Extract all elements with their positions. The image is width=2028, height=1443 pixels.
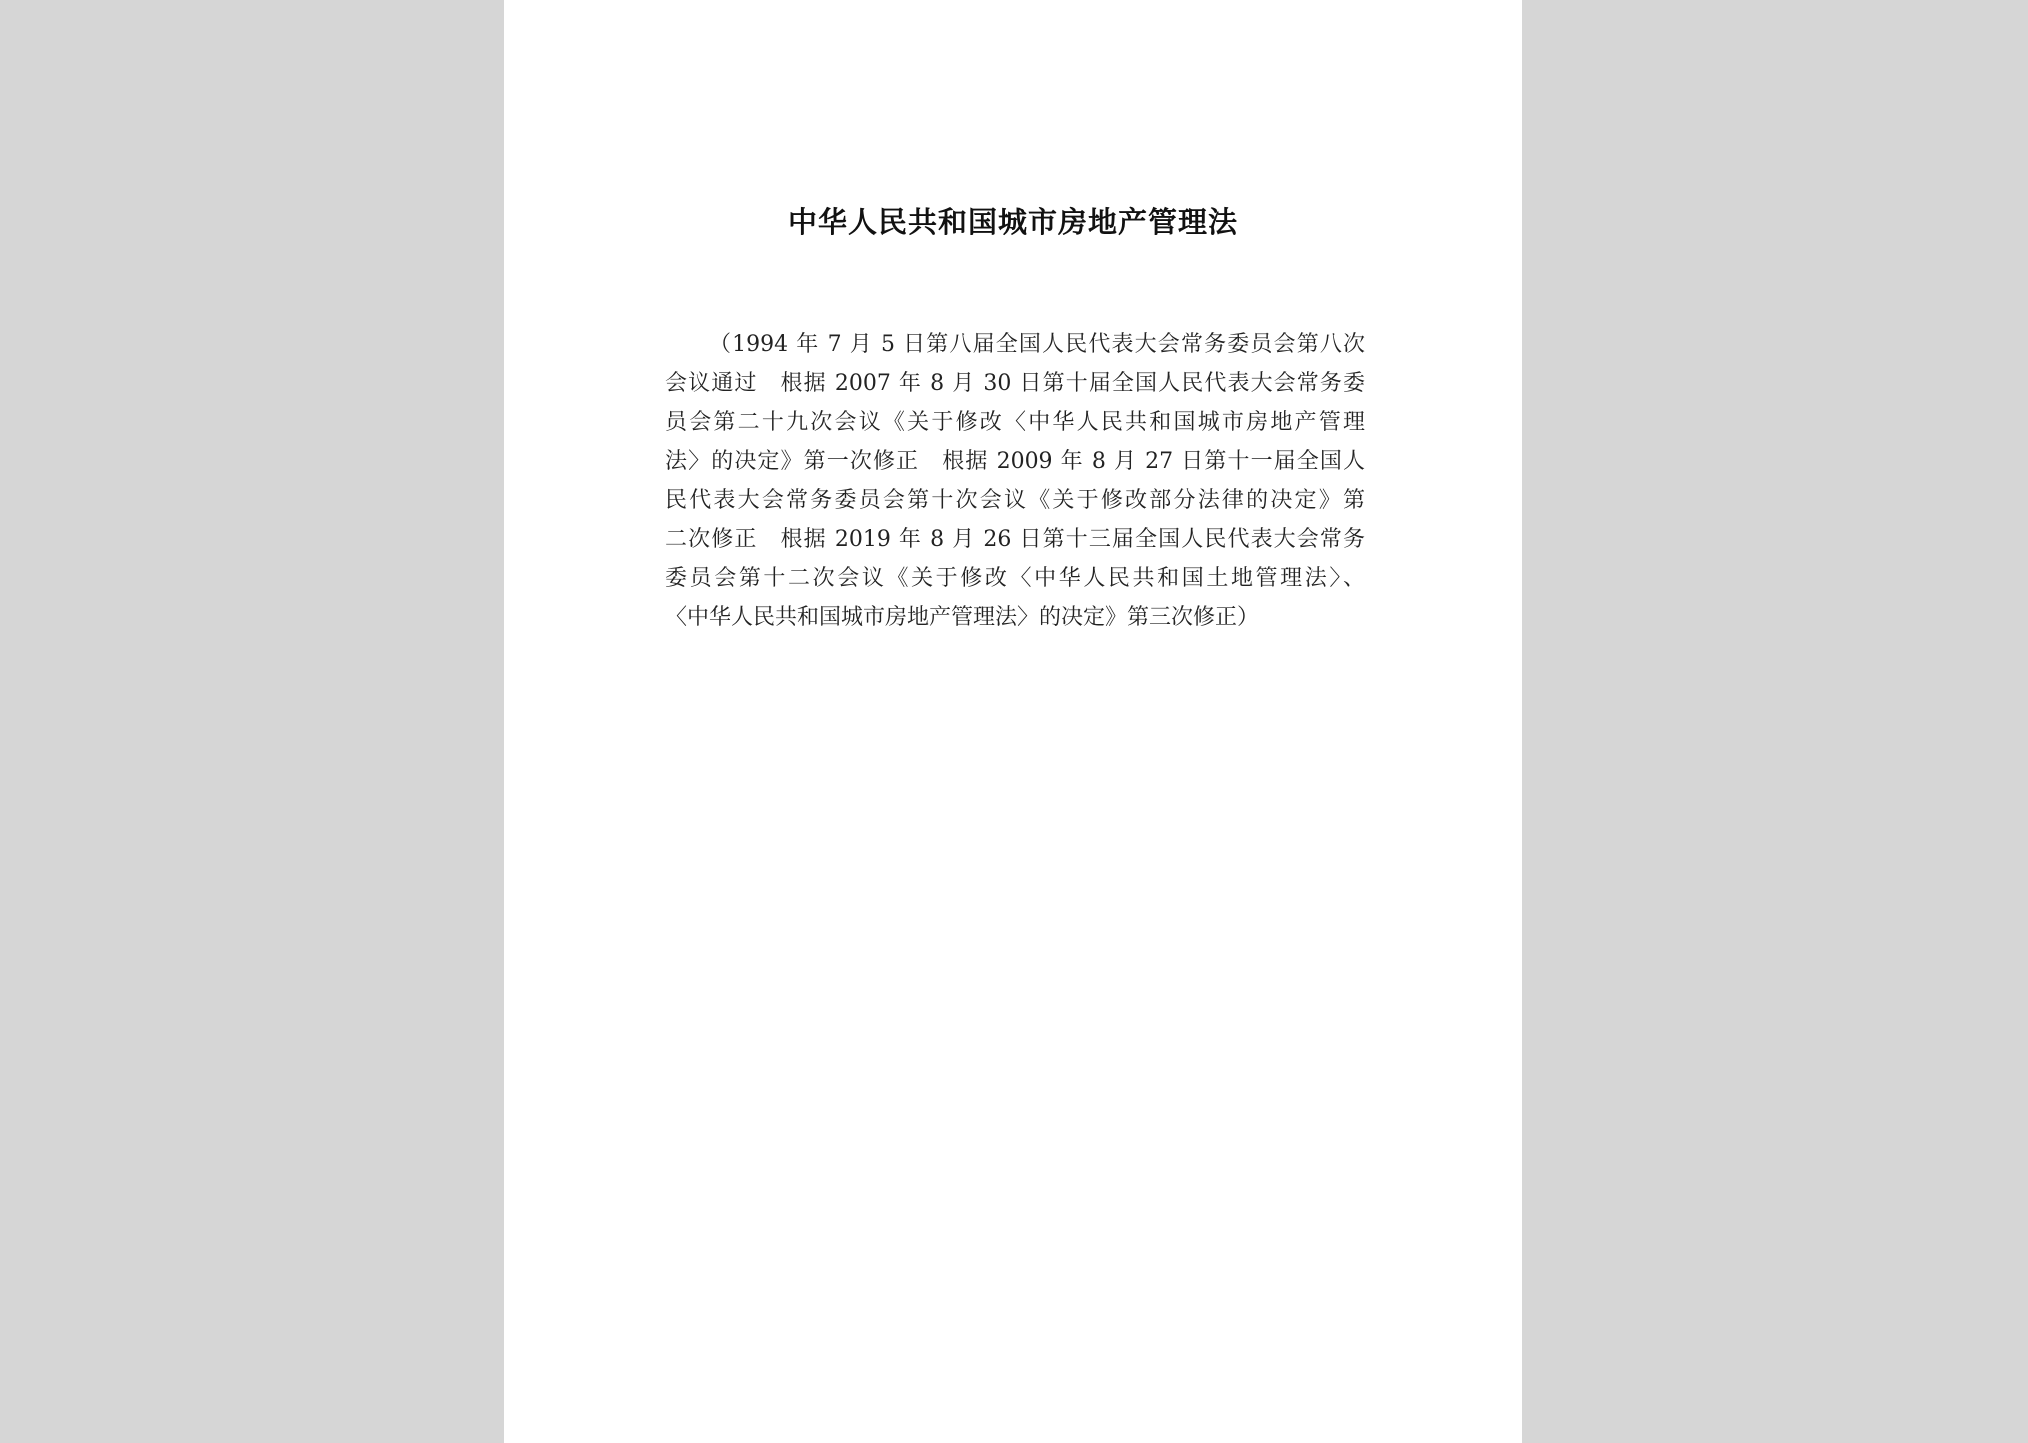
note-line: 法〉的决定》第一次修正 根据 2009 年 8 月 27 日第十一届全国人 [665,449,1365,474]
note-line: 二次修正 根据 2019 年 8 月 26 日第十三届全国人民代表大会常务 [665,527,1365,552]
amendment-note [665,325,1365,637]
note-line: 会议通过 根据 2007 年 8 月 30 日第十届全国人民代表大会常务委 [665,371,1365,396]
document-title: 中华人民共和国城市房地产管理法 [787,205,1238,239]
note-line: 员会第二十九次会议《关于修改〈中华人民共和国城市房地产管理 [665,410,1365,435]
note-line: 〈中华人民共和国城市房地产管理法〉的决定》第三次修正） [665,605,1260,630]
note-line: 委员会第十二次会议《关于修改〈中华人民共和国土地管理法〉、 [665,566,1365,591]
note-line: （1994 年 7 月 5 日第八届全国人民代表大会常务委员会第八次 [709,332,1365,357]
note-line: 民代表大会常务委员会第十次会议《关于修改部分法律的决定》第 [665,488,1365,513]
document-page [504,0,1522,1443]
